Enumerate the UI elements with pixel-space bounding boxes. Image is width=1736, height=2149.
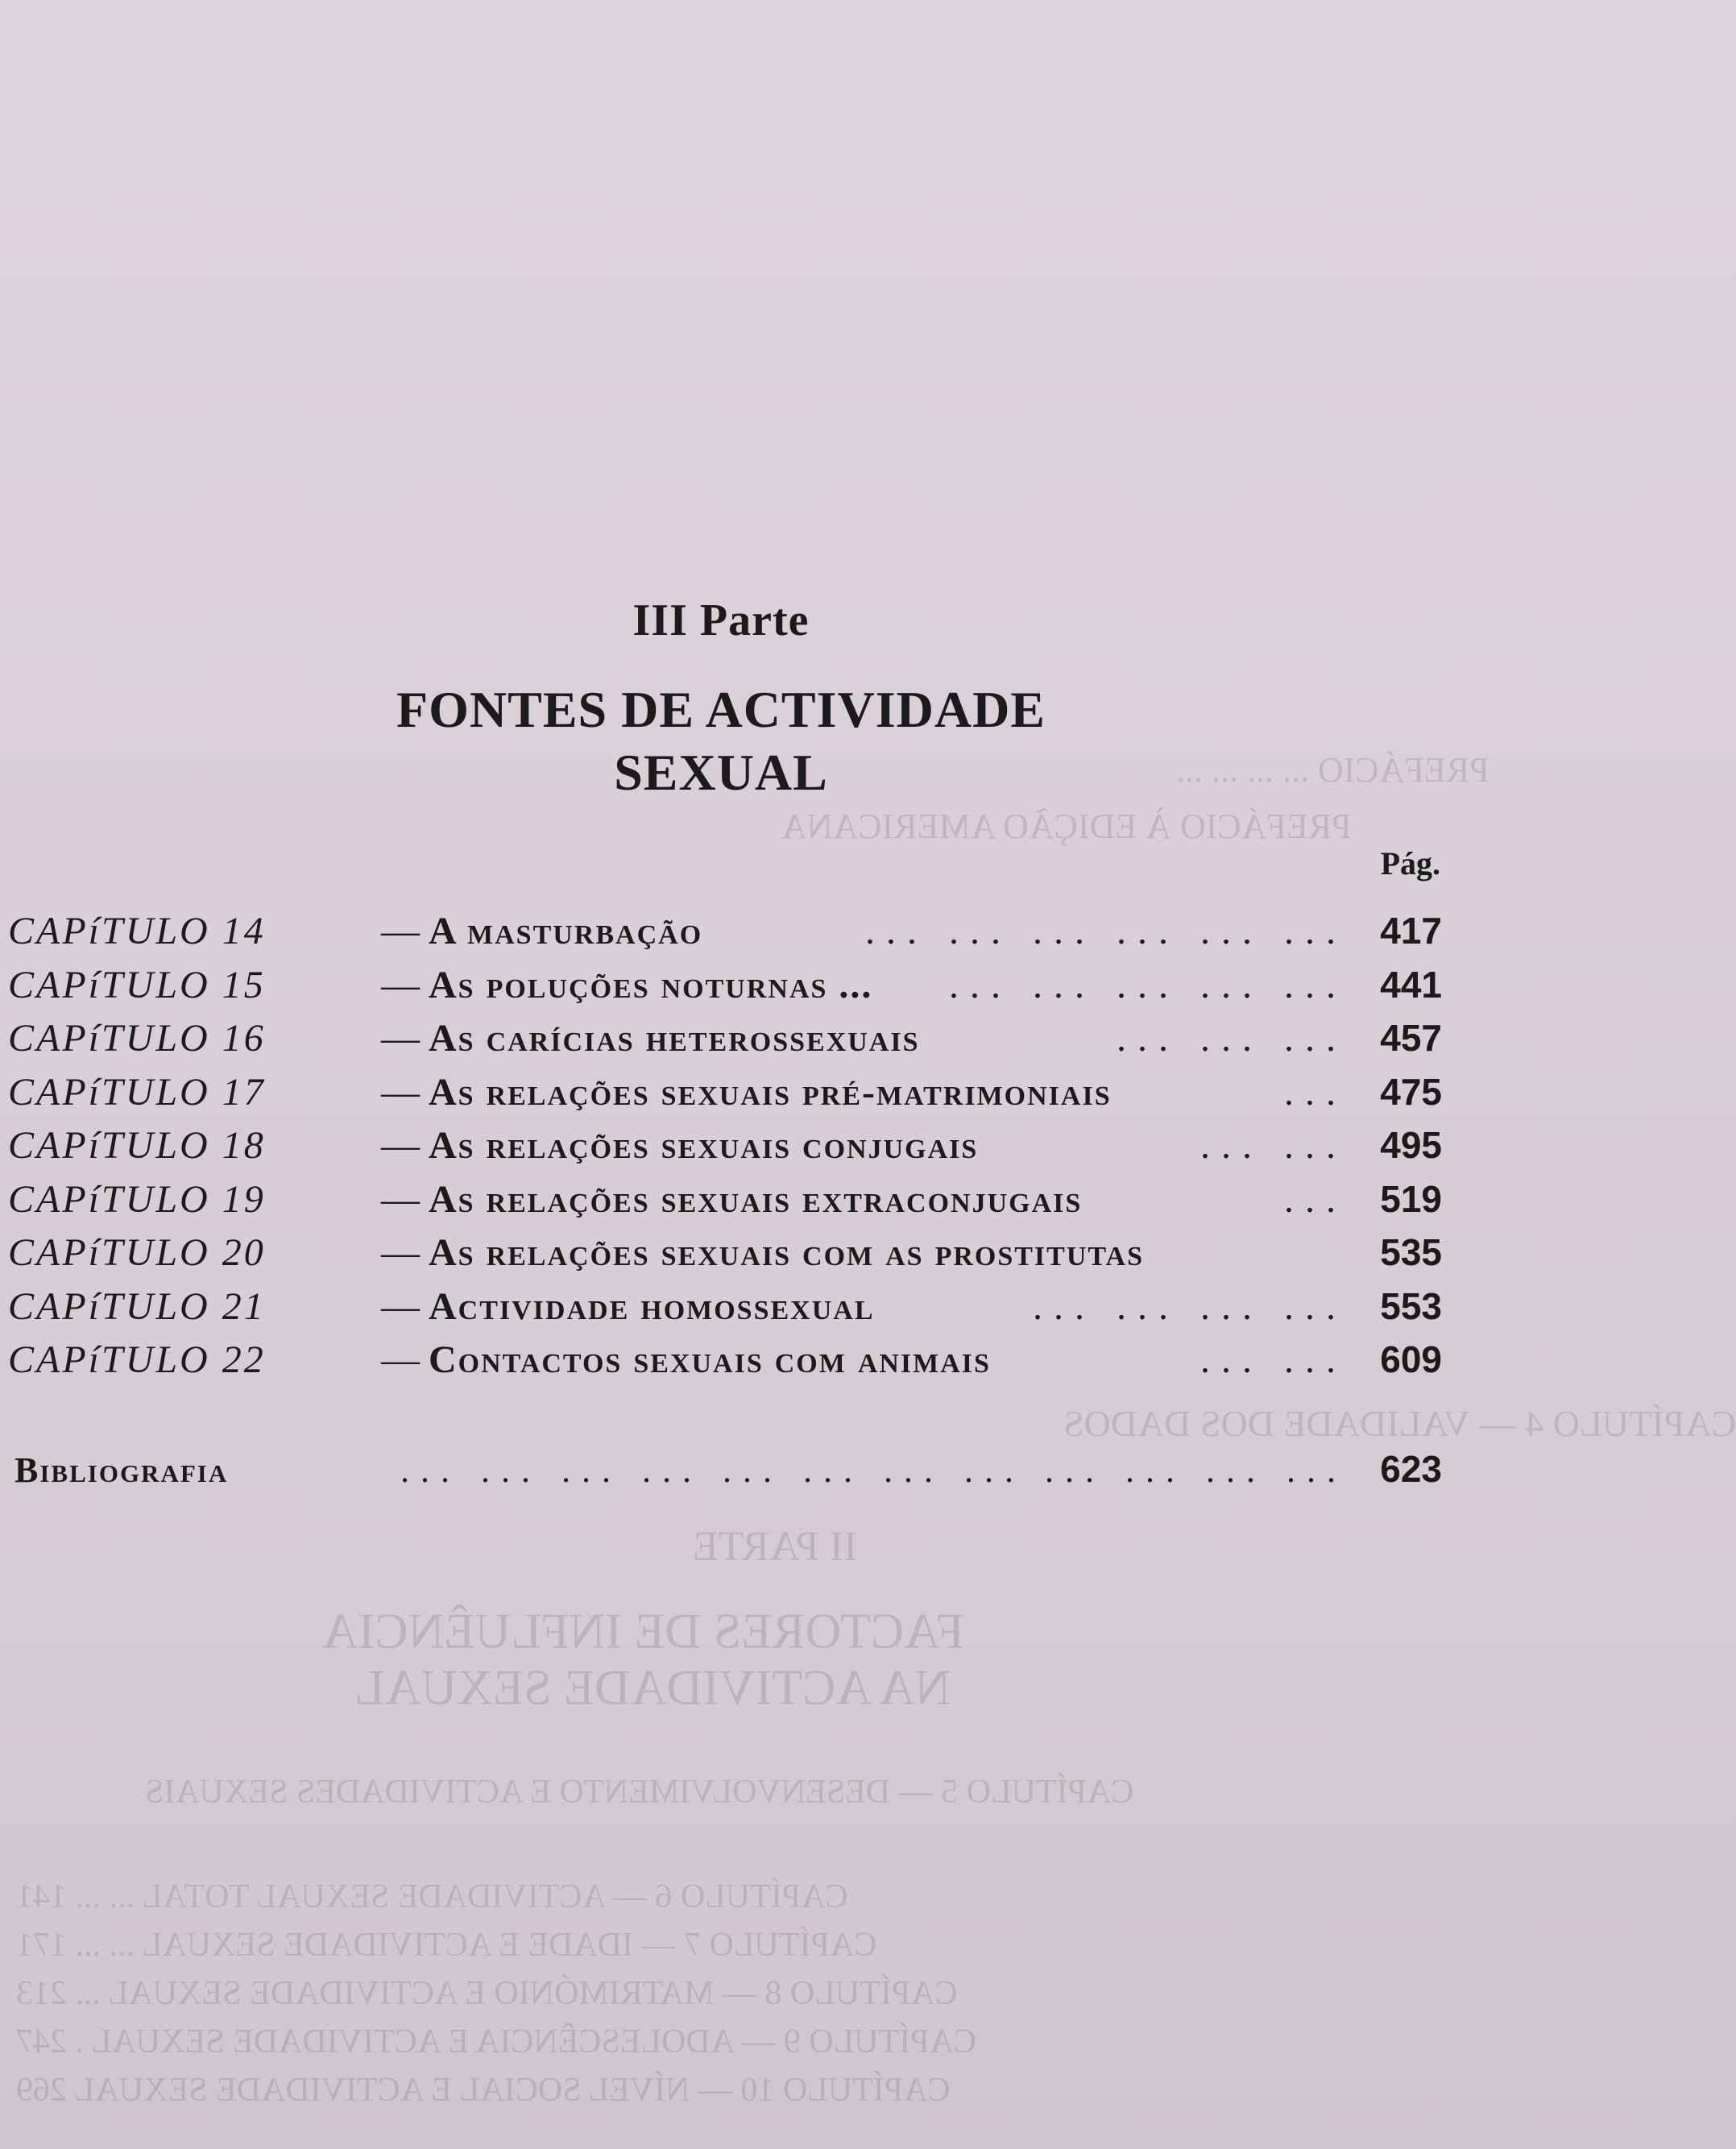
chapter-number: CAPíTULO 22	[8, 1338, 266, 1381]
section-title-line-1: FONTES DE ACTIVIDADE	[396, 681, 1046, 738]
table-of-contents	[8, 909, 1442, 1392]
dot-leader: ... ...	[1200, 1124, 1347, 1167]
toc-entry	[8, 1070, 1442, 1124]
page-number: 441	[1380, 963, 1442, 1006]
bleed-through-text: CAPÍTULO 4 — VALIDADE DOS DADOS	[1063, 1403, 1736, 1444]
toc-entry	[8, 909, 1442, 963]
dash: —	[381, 1177, 420, 1221]
page-number: 623	[1380, 1448, 1442, 1490]
bleed-through-text: II PARTE	[693, 1524, 858, 1570]
chapter-number: CAPíTULO 19	[8, 1177, 266, 1221]
page-number: 457	[1380, 1017, 1442, 1059]
chapter-number: CAPíTULO 20	[8, 1231, 266, 1274]
dot-leader: ... ... ...	[1117, 1017, 1347, 1060]
bleed-through-text: NA ACTIVIDADE SEXUAL	[354, 1661, 951, 1715]
bleed-through-text: CAPÍTULO 9 — ADOLESCÊNCIA E ACTIVIDADE SEXUAL . 247	[16, 2023, 976, 2060]
bleed-through-text: CAPÍTULO 8 — MATRIMÓNIO E ACTIVIDADE SEXUAL ... 213	[16, 1975, 958, 2012]
chapter-title: As relações sexuais com as prostitutas	[429, 1231, 1145, 1274]
dot-leader: ... ... ... ... ... ...	[865, 910, 1347, 952]
dash: —	[381, 963, 420, 1006]
page-number: 553	[1380, 1284, 1442, 1327]
dash: —	[381, 1017, 420, 1060]
bibliography-label: Bibliografia	[15, 1450, 229, 1490]
chapter-title: As relações sexuais pré-matrimoniais	[429, 1070, 1112, 1114]
chapter-number: CAPíTULO 15	[8, 963, 266, 1006]
chapter-number: CAPíTULO 14	[8, 910, 266, 952]
bibliography-entry	[15, 1447, 1442, 1491]
toc-entry	[8, 1177, 1442, 1231]
part-heading: III Parte	[632, 595, 810, 645]
chapter-number: CAPíTULO 16	[8, 1017, 266, 1060]
dot-leader: ...	[1284, 1070, 1347, 1114]
chapter-number: CAPíTULO 18	[8, 1124, 266, 1167]
toc-entry	[8, 1230, 1442, 1284]
page-number: 609	[1380, 1338, 1442, 1380]
page-number: 495	[1380, 1124, 1442, 1166]
chapter-title: Actividade homossexual	[429, 1284, 875, 1328]
page-number: 475	[1380, 1070, 1442, 1113]
dash: —	[381, 910, 420, 952]
chapter-title: As relações sexuais extraconjugais	[429, 1177, 1083, 1221]
bleed-through-text: CAPÍTULO 7 — IDADE E ACTIVIDADE SEXUAL ... ... 171	[16, 1927, 877, 1964]
toc-entry	[8, 1123, 1442, 1177]
page-number: 519	[1380, 1177, 1442, 1220]
dash: —	[381, 1338, 420, 1381]
dash: —	[381, 1124, 420, 1167]
section-title-line-2: SEXUAL	[614, 744, 828, 801]
toc-entry	[8, 1284, 1442, 1338]
dot-leader: ...	[1284, 1177, 1347, 1221]
dash: —	[381, 1231, 420, 1274]
chapter-title: A masturbação	[429, 910, 703, 952]
bleed-through-text: FACTORES DE INFLUÊNCIA	[322, 1604, 964, 1659]
chapter-number: CAPíTULO 21	[8, 1284, 266, 1328]
bleed-through-text: CAPÍTULO 10 — NÍVEL SOCIAL E ACTIVIDADE SEXUAL 269	[16, 2072, 951, 2109]
dot-leader: ... ...	[1200, 1338, 1347, 1381]
dot-leader: ... ... ... ...	[1033, 1284, 1347, 1328]
chapter-number: CAPíTULO 17	[8, 1070, 266, 1114]
bleed-through-text: CAPÍTULO 5 — DESENVOLVIMENTO E ACTIVIDADES SEXUAIS	[145, 1774, 1134, 1811]
toc-entry	[8, 1016, 1442, 1070]
bleed-through-text: CAPÍTULO 6 — ACTIVIDADE SEXUAL TOTAL ... ... 141	[16, 1878, 848, 1915]
dot-leader: ... ... ... ... ...	[949, 963, 1347, 1006]
chapter-title: As poluções noturnas ...	[429, 963, 873, 1006]
page-number: 417	[1380, 910, 1442, 952]
section-title	[0, 678, 1442, 804]
dot-leader: ... ... ... ... ... ... ... ... ... ... ... ...	[400, 1450, 1347, 1490]
chapter-title: As relações sexuais conjugais	[429, 1124, 979, 1167]
toc-entry	[8, 1338, 1442, 1392]
dash: —	[381, 1070, 420, 1114]
page-number: 535	[1380, 1231, 1442, 1273]
dash: —	[381, 1284, 420, 1328]
bleed-through-text: PREFÁCIO ... ... ... ...	[1176, 750, 1489, 790]
bleed-through-text: PREFÁCIO À EDIÇÃO AMERICANA	[781, 807, 1352, 846]
chapter-title: Contactos sexuais com animais	[429, 1338, 991, 1381]
toc-entry	[8, 963, 1442, 1017]
page-column-header: Pág.	[1380, 845, 1440, 882]
chapter-title: As carícias heterossexuais	[429, 1017, 920, 1060]
